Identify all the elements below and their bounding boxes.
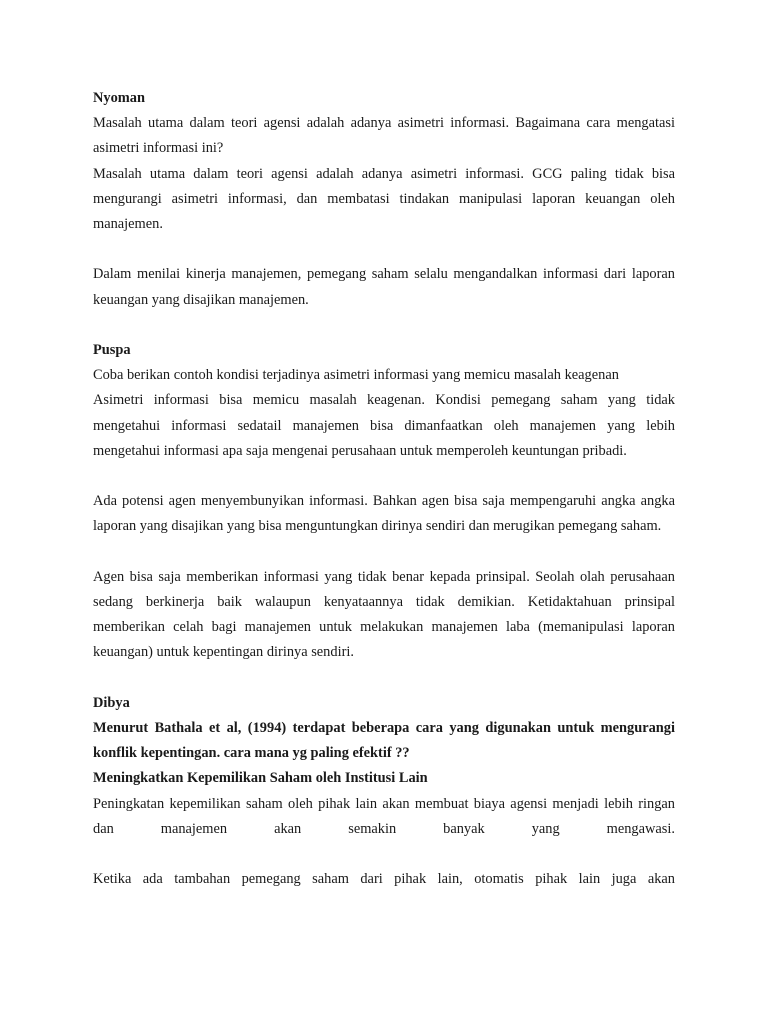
subheading-dibya: Meningkatkan Kepemilikan Saham oleh Institusi Lain bbox=[93, 770, 428, 787]
author-heading-puspa: Puspa bbox=[93, 342, 131, 358]
answer-dibya-1: Peningkatan kepemilikan saham oleh pihak lain akan membuat biaya agensi menjadi lebih ringan dan manajemen akan semakin banyak yang mengawasi. bbox=[93, 795, 675, 837]
paragraph-gap bbox=[93, 313, 675, 338]
question-dibya: Menurut Bathala et al, (1994) terdapat beberapa cara yang digunakan untuk mengurangi konflik kepentingan. cara mana yg paling efektif ?? bbox=[93, 720, 675, 762]
answer-puspa-1: Asimetri informasi bisa memicu masalah keagenan. Kondisi pemegang saham yang tidak mengetahui informasi sedatail manajemen bisa dimanfaatkan oleh manajemen yang lebih mengetahui informasi apa saja mengenai perusahaan untuk memperoleh keuntungan pribadi. bbox=[93, 392, 675, 459]
author-heading-nyoman: Nyoman bbox=[93, 90, 145, 106]
paragraph-gap bbox=[93, 464, 675, 489]
answer-dibya-2: Ketika ada tambahan pemegang saham dari pihak lain, otomatis pihak lain juga akan bbox=[93, 871, 675, 888]
document-page bbox=[93, 86, 675, 892]
answer-nyoman-1: Masalah utama dalam teori agensi adalah adanya asimetri informasi. GCG paling tidak bisa mengurangi asimetri informasi, dan membatasi tindakan manipulasi laporan keuangan oleh manajemen. bbox=[93, 165, 675, 233]
question-nyoman: Masalah utama dalam teori agensi adalah adanya asimetri informasi. Bagaimana cara mengatasi asimetri informasi ini? bbox=[93, 115, 675, 157]
paragraph-gap bbox=[93, 237, 675, 262]
answer-puspa-3: Agen bisa saja memberikan informasi yang tidak benar kepada prinsipal. Seolah olah perusahaan sedang berkinerja baik walaupun kenyataannya tidak demikian. Ketidaktahuan prinsipal memberikan celah bagi manajemen untuk melakukan manajemen laba (memanipulasi laporan keuangan) untuk kepentingan dirinya sendiri. bbox=[93, 568, 675, 661]
paragraph-gap bbox=[93, 540, 675, 565]
paragraph-gap bbox=[93, 842, 675, 867]
answer-puspa-2: Ada potensi agen menyembunyikan informasi. Bahkan agen bisa saja mempengaruhi angka angka laporan yang disajikan yang bisa menguntungkan dirinya sendiri dan merugikan pemegang saham. bbox=[93, 493, 675, 535]
answer-nyoman-2: Dalam menilai kinerja manajemen, pemegang saham selalu mengandalkan informasi dari laporan keuangan yang disajikan manajemen. bbox=[93, 266, 675, 308]
author-heading-dibya: Dibya bbox=[93, 694, 130, 711]
question-puspa: Coba berikan contoh kondisi terjadinya asimetri informasi yang memicu masalah keagenan bbox=[93, 367, 619, 384]
paragraph-gap bbox=[93, 666, 675, 691]
